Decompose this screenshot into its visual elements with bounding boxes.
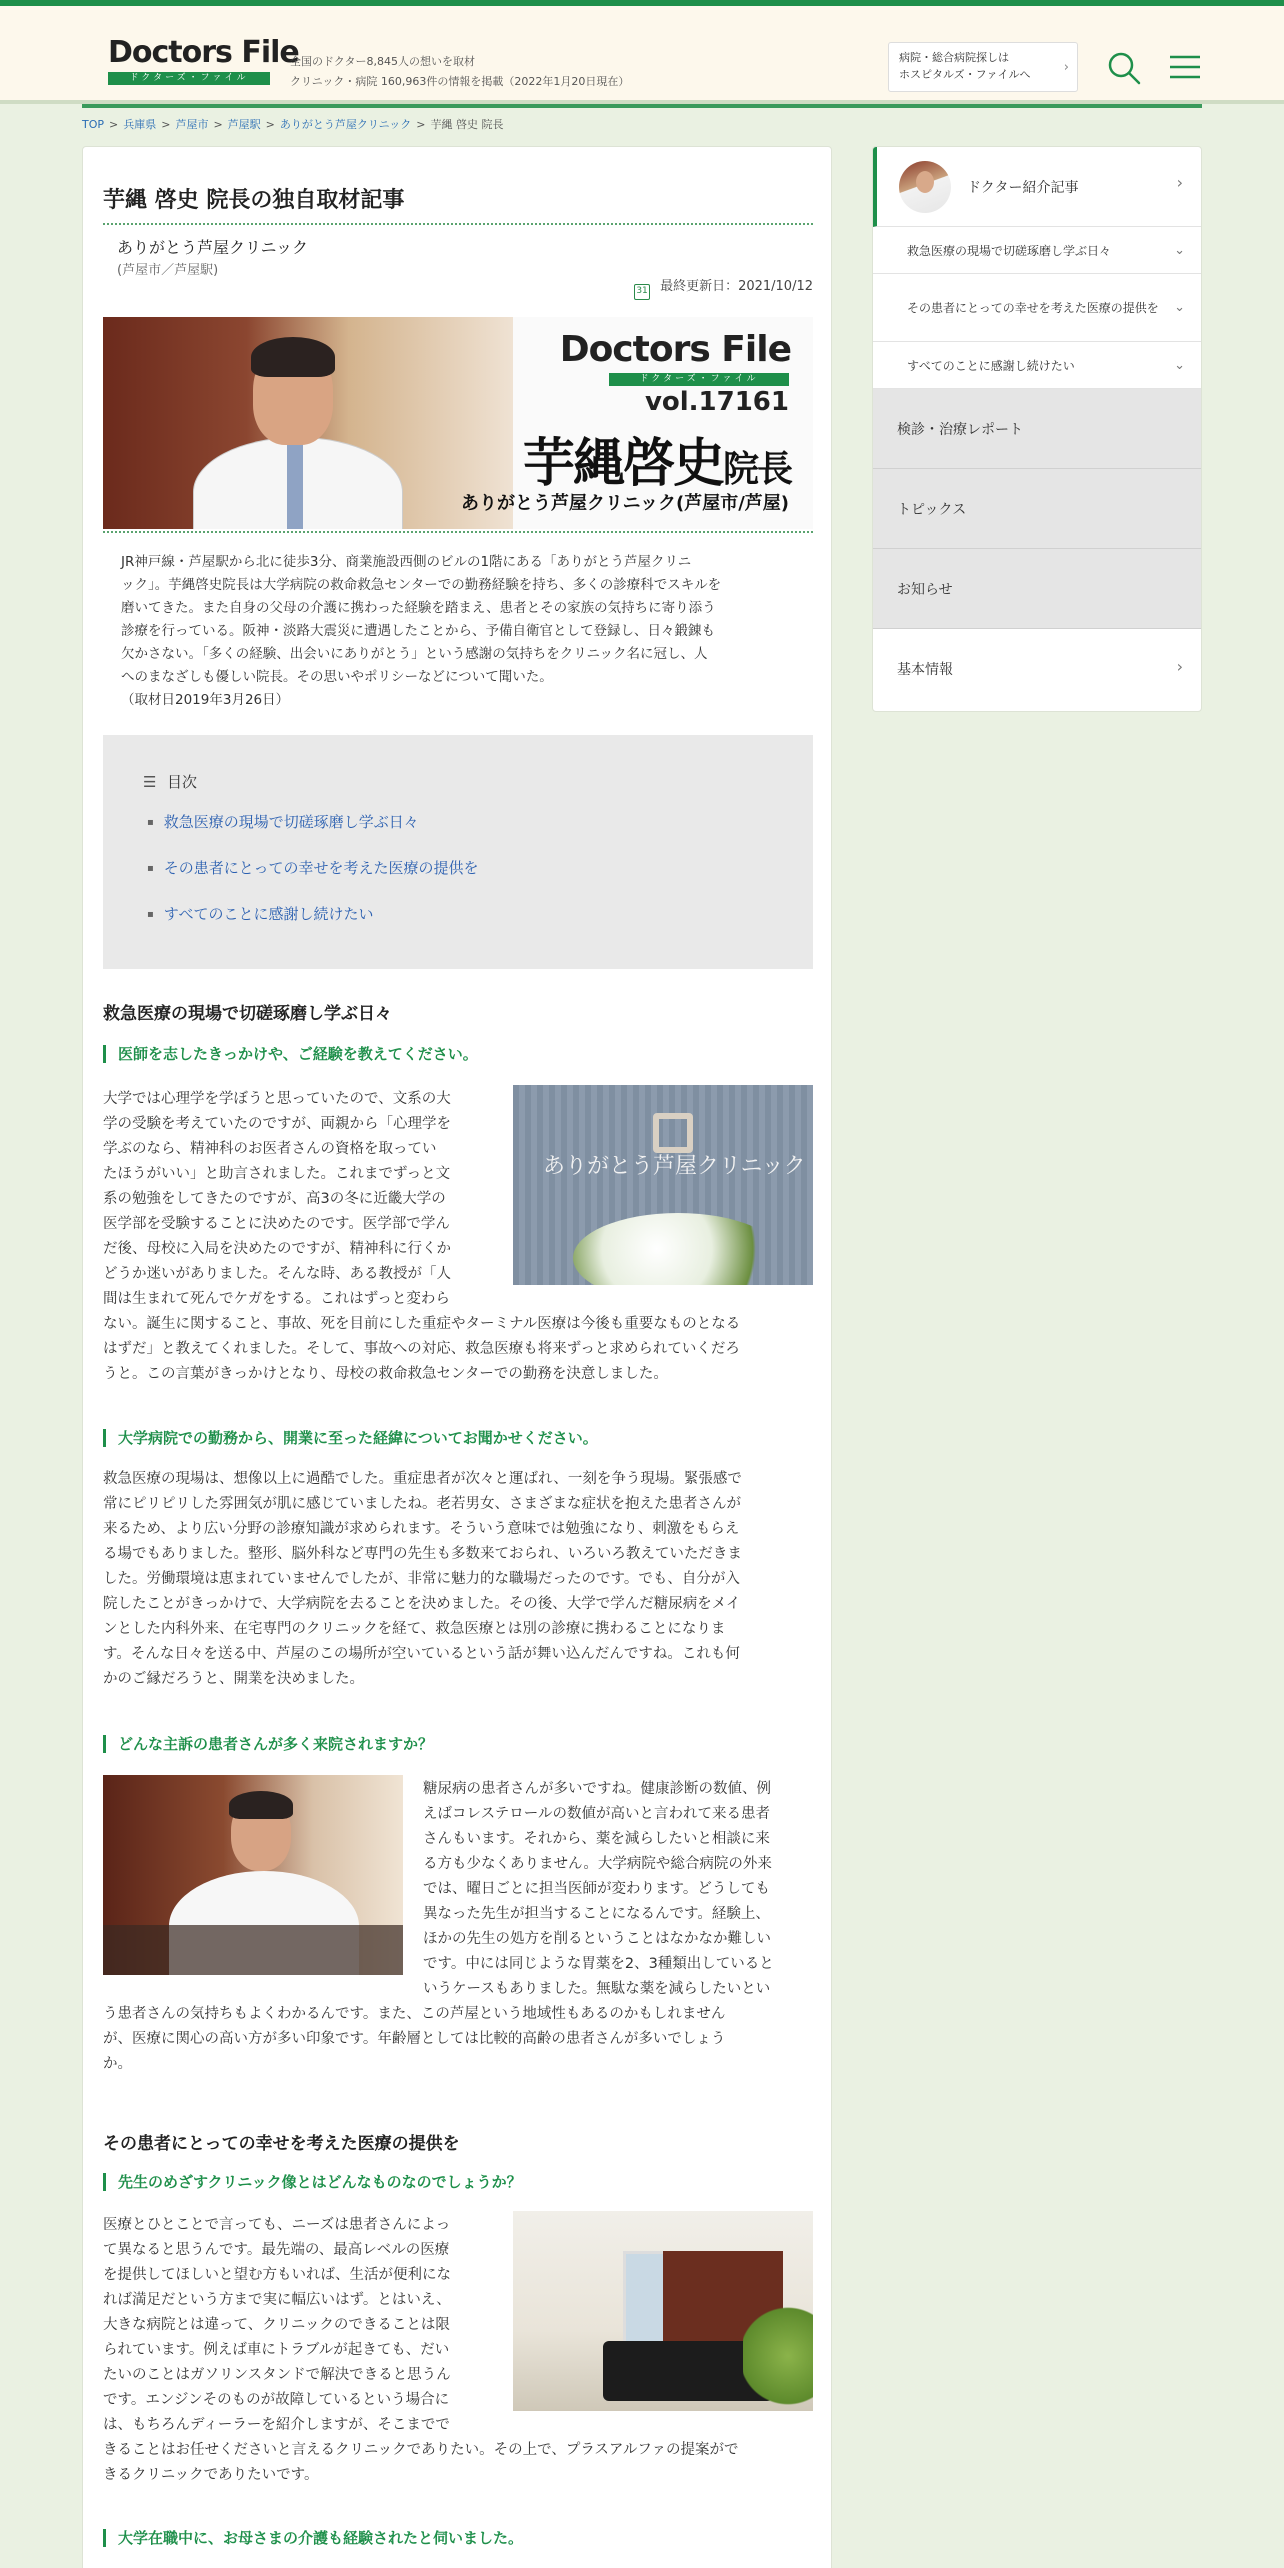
calendar-icon: 31 (634, 284, 650, 300)
site-header (0, 6, 1284, 104)
chevron-right-icon: › (1176, 173, 1183, 192)
banner-divider (103, 531, 813, 533)
sidebar-item-basic-info[interactable]: 基本情報 › (873, 629, 1201, 708)
breadcrumb-clinic[interactable]: ありがとう芦屋クリニック (279, 118, 412, 131)
chevron-right-icon: › (1063, 60, 1069, 75)
intro-line: 磨いてきた。また自身の父母の介護に携わった経験を踏まえ、患者とその家族の気持ちに寄り添う (121, 600, 716, 616)
banner-volume: vol.17161 (644, 387, 789, 417)
hospitals-file-link[interactable] (888, 42, 1078, 92)
breadcrumb-city[interactable]: 芦屋市 (175, 118, 209, 131)
answer-text: 大学では心理学を学ぼうと思っていたので、文系の大 学の受験を考えていたのですが、両親から「心理学を 学ぶのなら、精神科のお医者さんの資格を取ってい たほうがいい」と助言されました。これまでずっと文 系の勉強をしてきたのですが、高3の冬に近畿大学の 医学部を受験することに決めたのです。医学部で学ん だ後、母校に入局を決めたのですが、精神科に行くか どうか迷いがありました。そんな時、ある教授が「人 間は生まれて死んでケガをする。これはずっと変わら (103, 1091, 451, 1307)
last-updated (634, 275, 813, 300)
breadcrumb-separator: > (161, 118, 171, 131)
intro-line: JR神戸線・芦屋駅から北に徒歩3分、商業施設西側のビルの1階にある「ありがとう芦屋クリニ (121, 554, 692, 570)
article-panel (82, 146, 832, 2568)
clinic-sign-text: ありがとう芦屋クリニック (543, 1154, 806, 1179)
breadcrumb-separator: > (109, 118, 119, 131)
question-heading: 先生のめざすクリニック像とはどんなものなのでしょうか？ (103, 2173, 522, 2191)
answer-text: ない。誕生に関すること、事故、死を目前にした重症やターミナル医療は今後も重要なものとなる はずだ」と教えてくれました。そして、事故への対応、救急医療も将来ずっと求められていくだろ うと。この言葉がきっかけとなり、母校の救命救急センターでの勤務を決意しました。 (103, 1316, 741, 1382)
toc-title: ☰ 目次 (143, 773, 198, 791)
breadcrumb (82, 116, 503, 132)
chevron-down-icon: ⌄ (1174, 357, 1185, 373)
last-updated-text: 最終更新日：2021/10/12 (660, 279, 813, 294)
clinic-name[interactable]: ありがとう芦屋クリニック (117, 238, 309, 257)
toc-item-1[interactable]: ▪ 救急医療の現場で切磋琢磨し学ぶ日々 (147, 811, 419, 832)
sidebar-doctor-article[interactable] (873, 147, 1201, 227)
article-intro (121, 551, 801, 712)
question-heading: 大学在職中に、お母さまの介護も経験されたと伺いました。 (103, 2529, 523, 2547)
table-of-contents (103, 735, 813, 969)
hospitals-link-line-2: ホスピタルズ・ファイルへ (899, 68, 1031, 81)
sidebar-item-topics[interactable]: トピックス (873, 469, 1201, 549)
intro-line: 欠かさない。「多くの経験、出会いにありがとう」という感謝の気持ちをクリニック名に冠し、人 (121, 646, 708, 662)
intro-line: ック」。芋縄啓史院長は大学病院の救命救急センターでの勤務経験を持ち、多くの診療科でスキルを (121, 577, 722, 593)
breadcrumb-top[interactable]: TOP (82, 118, 105, 131)
breadcrumb-separator: > (416, 118, 426, 131)
header-green-line (82, 104, 1202, 108)
clinic-sign-image (513, 1085, 813, 1285)
hospitals-link-line-1: 病院・総合病院探しは (899, 51, 1009, 64)
banner-clinic: ありがとう芦屋クリニック(芦屋市/芦屋) (461, 493, 789, 514)
answer-text: 糖尿病の患者さんが多いですね。健康診断の数値、例 えばコレステロールの数値が高いと言われて来る患者 さんもいます。それから、薬を減らしたいと相談に来 る方も少なくありません。大学病院や総合病院の外来 では、曜日ごとに担当医師が変わります。どうしても 異なった先生が担当することになるんです。経験上、 ほかの先生の処方を削るということはなかなか難しい です。中には同じような胃薬を2、3種類出していると いうケースもありました。無駄な薬を減らしたいとい (423, 1781, 774, 1997)
logo-text: Doctors File (108, 35, 299, 70)
answer-text: 救急医療の現場は、想像以上に過酷でした。重症患者が次々と運ばれ、一刻を争う現場。緊張感で 常にピリピリした雰囲気が肌に感じていましたね。老若男女、さまざまな症状を抱えた患者さんが 来るため、より広い分野の診療知識が求められます。そういう意味では勉強になり、刺激をもらえ る場でもありました。整形、脳外科など専門の先生も多数来ておられ、いろいろ教えていただきま した。労働環境は恵まれていませんでしたが、非常に魅力的な職場だったのです。でも、自分が入 院したことがきっかけで、大学病院を去ることを決めました。その後、大学で学んだ糖尿病をメイ ンとした内科外来、在宅専門のクリニックを経て、救急医療とは別の診療に携わることになりま す。そんな日々を送る中、芦屋のこの場所が空いているという話が舞い込んだんですね。これも何 かのご縁だろうと、開業を決めました。 (103, 1471, 742, 1687)
banner-role: 院長 (722, 449, 791, 490)
answer-text: う患者さんの気持ちもよくわかるんです。また、この芦屋という地域性もあるのかもしれません が、医療に関心の高い方が多い印象です。年齢層としては比較的高齢の患者さんが多いでしょう か。 (103, 2006, 726, 2072)
doctor-banner (103, 317, 813, 529)
breadcrumb-separator: > (265, 118, 275, 131)
question-heading: 医師を志したきっかけや、ご経験を教えてください。 (103, 1045, 478, 1063)
breadcrumb-current: 芋縄 啓史 院長 (430, 118, 504, 131)
clinic-lobby-image (513, 2211, 813, 2411)
tagline-line-1: 全国のドクター8,845人の想いを取材 (290, 55, 476, 68)
banner-logo: Doctors File (559, 329, 791, 370)
title-divider (103, 223, 813, 225)
chevron-right-icon: › (1176, 657, 1183, 676)
intro-line: （取材日2019年3月26日） (121, 692, 290, 708)
chevron-down-icon: ⌄ (1174, 299, 1185, 315)
sidebar (872, 146, 1202, 712)
chevron-down-icon: ⌄ (1174, 242, 1185, 258)
sidebar-sub-item-2[interactable]: その患者にとっての幸せを考えた医療の提供を ⌄ (873, 274, 1201, 342)
list-icon: ☰ (143, 773, 157, 791)
doctor-desk-image (103, 1775, 403, 1975)
breadcrumb-separator: > (213, 118, 223, 131)
search-icon[interactable] (1106, 50, 1142, 86)
section-heading-2: その患者にとっての幸せを考えた医療の提供を (103, 2134, 460, 2154)
intro-line: 診療を行っている。阪神・淡路大震災に遭遇したことから、予備自衛官として登録し、日々鍛錬も (121, 623, 715, 639)
sidebar-item-reports[interactable]: 検診・治療レポート (873, 389, 1201, 469)
question-heading: どんな主訴の患者さんが多く来院されますか？ (103, 1735, 433, 1753)
site-tagline (290, 52, 629, 92)
answer-text: 医療とひとことで言っても、ニーズは患者さんによっ て異なると思うんです。最先端の、最高レベルの医療 を提供してほしいと望む方もいれば、生活が便利にな れば満足だという方まで実に幅広いはず。とはいえ、 大きな病院とは違って、クリニックのできることは限 られています。例えば車にトラブルが起きても、だい たいのことはガソリンスタンドで解決できると思うん です。エンジンそのものが故障しているという場合に は、もちろんディーラーを紹介しますが、そこまでで (103, 2217, 451, 2433)
breadcrumb-station[interactable]: 芦屋駅 (227, 118, 261, 131)
hamburger-menu-icon[interactable] (1168, 52, 1202, 82)
logo-subtext: ドクターズ・ファイル (108, 72, 270, 85)
avatar (899, 161, 951, 213)
sidebar-sub-item-3[interactable]: すべてのことに感謝し続けたい ⌄ (873, 342, 1201, 389)
clinic-location: (芦屋市／芦屋駅) (117, 263, 219, 278)
sidebar-doctor-article-label: ドクター紹介記事 (967, 180, 1079, 196)
tagline-line-2: クリニック・病院 160,963件の情報を掲載（2022年1月20日現在） (290, 75, 630, 88)
toc-item-2[interactable]: ▪ その患者にとっての幸せを考えた医療の提供を (147, 857, 478, 878)
page-title: 芋縄 啓史 院長の独自取材記事 (103, 188, 405, 213)
toc-item-3[interactable]: ▪ すべてのことに感謝し続けたい (147, 903, 373, 924)
section-heading-1: 救急医療の現場で切磋琢磨し学ぶ日々 (103, 1004, 392, 1024)
doctor-portrait-image (103, 317, 513, 529)
breadcrumb-prefecture[interactable]: 兵庫県 (123, 118, 157, 131)
sidebar-item-news[interactable]: お知らせ (873, 549, 1201, 629)
banner-doctor-name: 芋縄啓史院長 (522, 434, 791, 494)
intro-line: へのまなざしも優しい院長。その思いやポリシーなどについて聞いた。 (121, 669, 553, 685)
site-logo[interactable] (108, 35, 299, 85)
banner-logo-sub: ドクターズ・ファイル (609, 373, 789, 386)
answer-text: きることはお任せくださいと言えるクリニックでありたい。その上で、プラスアルファの提案がで きるクリニックでありたいです。 (103, 2442, 739, 2483)
sidebar-sub-item-1[interactable]: 救急医療の現場で切磋琢磨し学ぶ日々 ⌄ (873, 227, 1201, 274)
question-heading: 大学病院での勤務から、開業に至った経緯についてお聞かせください。 (103, 1429, 598, 1447)
